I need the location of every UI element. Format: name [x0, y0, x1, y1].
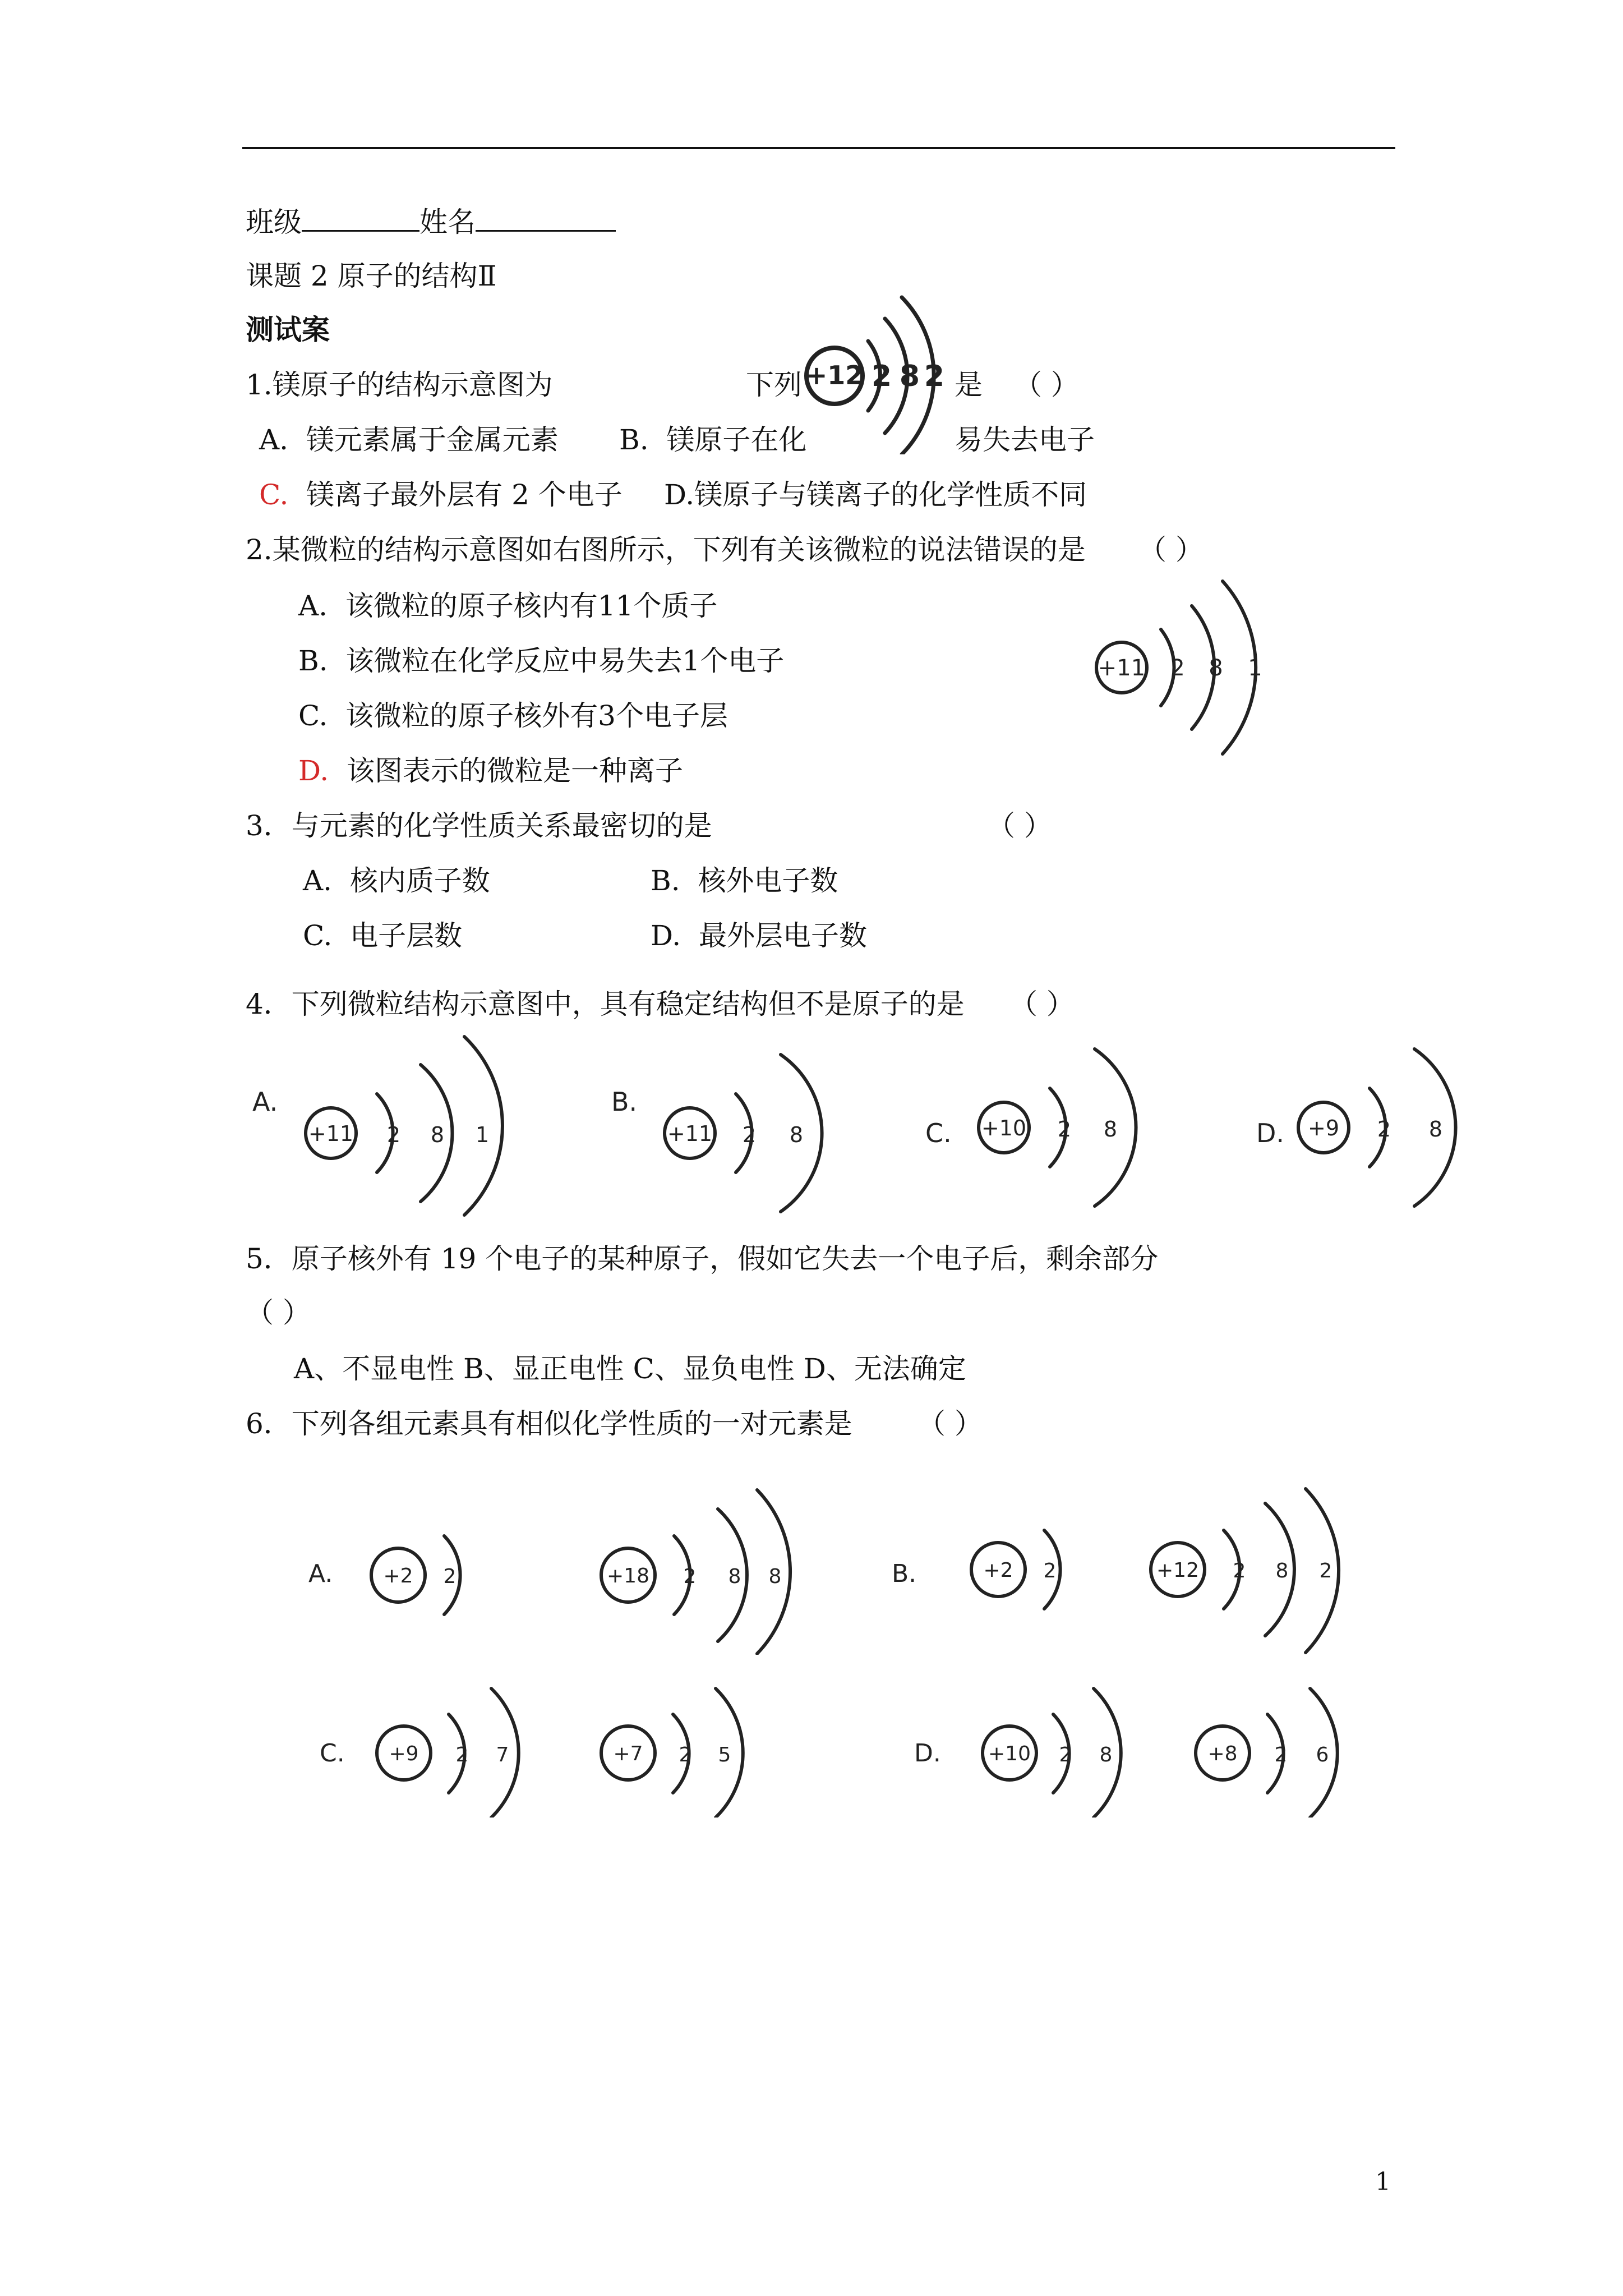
student-info-line — [246, 203, 616, 239]
q1-option-b-text: 镁原子在化 — [666, 424, 807, 456]
q6-a-atom2-nucleus-charge: +18 — [607, 1565, 649, 1588]
q3-option-b-letter: B. — [651, 864, 680, 897]
q3-stem: 3．与元素的化学性质关系最密切的是 — [246, 809, 712, 842]
lesson-title: 课题 2 原子的结构Ⅱ — [246, 260, 497, 292]
q6-c-atom1-shell-2-count: 7 — [496, 1743, 509, 1766]
q4-a-shell-2-count: 8 — [430, 1122, 445, 1147]
q3-option-a[interactable] — [303, 864, 490, 898]
q1-option-b-end: 易失去电子 — [955, 424, 1095, 456]
q6-b-atom2-nucleus-charge: +12 — [1156, 1559, 1199, 1582]
q3-option-d[interactable] — [651, 919, 867, 953]
q1-shell-1-count: 2 — [871, 360, 892, 393]
q1-option-a[interactable] — [259, 423, 559, 457]
q6-stem: 6．下列各组元素具有相似化学性质的一对元素是 — [246, 1407, 852, 1440]
q6-group-c[interactable] — [314, 1683, 774, 1818]
q4-choice-d-diagram[interactable] — [1251, 1032, 1464, 1217]
q6-group-a[interactable] — [303, 1487, 830, 1655]
q6-b-atom1-shell-1-count: 2 — [1043, 1559, 1057, 1582]
q5-options[interactable]: A、不显电性 B、显正电性 C、显负电性 D、无法确定 — [294, 1352, 966, 1385]
q6-a-atom1-nucleus-charge: +2 — [383, 1565, 413, 1588]
q6-a-atom2-shell-2-count: 8 — [728, 1565, 741, 1588]
q1-shell-2-count: 8 — [899, 360, 920, 393]
q4-d-shell-2-count: 8 — [1428, 1117, 1443, 1142]
q3-option-a-text: 核内质子数 — [349, 864, 490, 897]
q2-stem: 2.某微粒的结构示意图如右图所示，下列有关该微粒的说法错误的是 — [246, 533, 1086, 566]
class-blank[interactable] — [302, 203, 419, 232]
q1-answer-paren[interactable]: （ ） — [1014, 369, 1079, 401]
q4-choice-a-letter: A. — [252, 1087, 278, 1117]
q1-option-c-letter-answer: C. — [259, 478, 289, 511]
q2-option-c-letter: C. — [298, 700, 328, 732]
q4-a-shell-1-count: 2 — [386, 1122, 401, 1147]
q1-option-b[interactable] — [619, 423, 806, 457]
q2-shell-2-count: 8 — [1209, 655, 1223, 681]
q6-group-d-letter: D. — [914, 1739, 941, 1768]
q2-option-a[interactable] — [298, 589, 717, 623]
q4-stem: 4．下列微粒结构示意图中，具有稳定结构但不是原子的是 — [246, 988, 965, 1020]
q2-shell-1-count: 2 — [1170, 655, 1185, 681]
q6-b-atom2-shell-3-count: 2 — [1319, 1559, 1332, 1582]
q4-choice-a-diagram[interactable] — [247, 1032, 516, 1217]
q2-option-a-text: 该微粒的原子核内有11个质子 — [345, 590, 718, 622]
q4-choice-c-letter: C. — [925, 1118, 952, 1148]
q3-answer-paren[interactable]: （ ） — [987, 809, 1052, 842]
class-label: 班级 — [246, 206, 302, 238]
q2-option-b[interactable] — [298, 644, 784, 678]
q6-b-atom1-nucleus-charge: +2 — [983, 1559, 1013, 1582]
q6-c-atom1-shell-1-count: 2 — [455, 1743, 469, 1766]
q4-choice-b-letter: B. — [611, 1087, 638, 1117]
q1-option-d[interactable]: D.镁原子与镁离子的化学性质不同 — [664, 478, 1087, 511]
q2-option-d[interactable] — [298, 754, 683, 788]
q6-d-atom2-nucleus-charge: +8 — [1207, 1742, 1238, 1765]
q4-choice-d-letter: D. — [1256, 1118, 1285, 1148]
name-label: 姓名 — [419, 206, 476, 238]
q2-option-b-text: 该微粒在化学反应中易失去1个电子 — [345, 645, 785, 677]
q6-a-atom2-shell-3-count: 8 — [768, 1565, 782, 1588]
q4-answer-paren[interactable]: （ ） — [1009, 988, 1075, 1020]
q6-group-a-letter: A. — [308, 1559, 333, 1588]
q1-option-a-letter: A. — [259, 424, 289, 456]
q1-nucleus-charge: +12 — [805, 360, 864, 390]
q6-c-atom2-shell-1-count: 2 — [679, 1743, 692, 1766]
q6-c-atom2-nucleus-charge: +7 — [613, 1742, 643, 1765]
q2-na-atom-diagram — [1088, 578, 1279, 757]
q2-option-d-text: 该图表示的微粒是一种离子 — [347, 754, 683, 787]
q2-shell-3-count: 1 — [1248, 655, 1262, 681]
q2-option-d-letter-answer: D. — [298, 754, 329, 787]
q3-option-b[interactable] — [651, 864, 838, 898]
q6-group-b-letter: B. — [892, 1559, 917, 1588]
q1-option-a-text: 镁元素属于金属元素 — [306, 424, 559, 456]
q6-b-atom2-shell-1-count: 2 — [1233, 1559, 1246, 1582]
q6-group-c-letter: C. — [320, 1739, 345, 1768]
q1-stem-end: 是 — [955, 369, 983, 401]
q4-b-nucleus-charge: +11 — [667, 1121, 713, 1146]
q1-option-c-text: 镁离子最外层有 2 个电子 — [306, 478, 623, 511]
q6-c-atom2-shell-2-count: 5 — [718, 1743, 731, 1766]
q2-option-a-letter: A. — [298, 590, 328, 622]
q6-c-atom1-nucleus-charge: +9 — [389, 1742, 419, 1765]
q6-d-atom1-nucleus-charge: +10 — [988, 1742, 1031, 1765]
q4-a-nucleus-charge: +11 — [308, 1121, 354, 1146]
q2-option-c[interactable] — [298, 699, 728, 733]
q6-b-atom2-shell-2-count: 8 — [1275, 1559, 1289, 1582]
header-rule — [242, 147, 1395, 149]
q6-a-atom1-shell-1-count: 2 — [443, 1565, 457, 1588]
q5-answer-paren[interactable]: （ ） — [246, 1296, 311, 1329]
q4-b-shell-2-count: 8 — [789, 1122, 804, 1147]
q4-c-nucleus-charge: +10 — [981, 1116, 1027, 1140]
q6-d-atom2-shell-1-count: 2 — [1274, 1743, 1288, 1766]
q2-answer-paren[interactable]: （ ） — [1138, 533, 1204, 566]
q2-option-c-text: 该微粒的原子核外有3个电子层 — [345, 700, 728, 732]
q4-b-shell-1-count: 2 — [742, 1122, 757, 1147]
q6-d-atom1-shell-2-count: 8 — [1099, 1743, 1113, 1766]
q4-c-shell-2-count: 8 — [1103, 1117, 1118, 1142]
name-blank[interactable] — [476, 203, 616, 232]
q6-group-d[interactable] — [909, 1683, 1368, 1818]
q4-choice-b-diagram[interactable] — [606, 1032, 830, 1217]
q2-nucleus-charge: +11 — [1098, 655, 1146, 681]
section-title: 测试案 — [246, 313, 330, 346]
q6-d-atom2-shell-2-count: 6 — [1316, 1743, 1329, 1766]
q3-option-a-letter: A. — [303, 864, 333, 897]
page-number: 1 — [1375, 2168, 1391, 2196]
q3-option-b-text: 核外电子数 — [698, 864, 838, 897]
q3-option-c-letter: C. — [303, 919, 333, 952]
q6-a-atom2-shell-1-count: 2 — [683, 1565, 697, 1588]
q4-c-shell-1-count: 2 — [1057, 1117, 1072, 1142]
q1-stem-cont: 下列 — [746, 369, 802, 401]
q1-shell-3-count: 2 — [924, 360, 945, 393]
q6-d-atom1-shell-1-count: 2 — [1059, 1743, 1072, 1766]
q3-option-c[interactable] — [303, 919, 462, 953]
q1-stem: 1.镁原子的结构示意图为 — [246, 369, 553, 401]
q1-mg-atom-diagram — [785, 292, 965, 454]
q4-d-nucleus-charge: +9 — [1307, 1116, 1340, 1140]
q6-answer-paren[interactable]: （ ） — [917, 1407, 983, 1440]
q5-stem: 5．原子核外有 19 个电子的某种原子，假如它失去一个电子后，剩余部分 — [246, 1243, 1159, 1275]
q4-choice-c-diagram[interactable] — [920, 1032, 1144, 1217]
q3-option-d-text: 最外层电子数 — [699, 919, 867, 952]
q3-option-c-text: 电子层数 — [350, 919, 463, 952]
q4-a-shell-3-count: 1 — [475, 1122, 490, 1147]
q3-option-d-letter: D. — [651, 919, 681, 952]
q4-d-shell-1-count: 2 — [1377, 1117, 1391, 1142]
q2-option-b-letter: B. — [298, 645, 328, 677]
q1-option-b-letter: B. — [619, 424, 649, 456]
q1-option-c[interactable] — [259, 478, 623, 512]
q6-group-b[interactable] — [886, 1487, 1357, 1655]
